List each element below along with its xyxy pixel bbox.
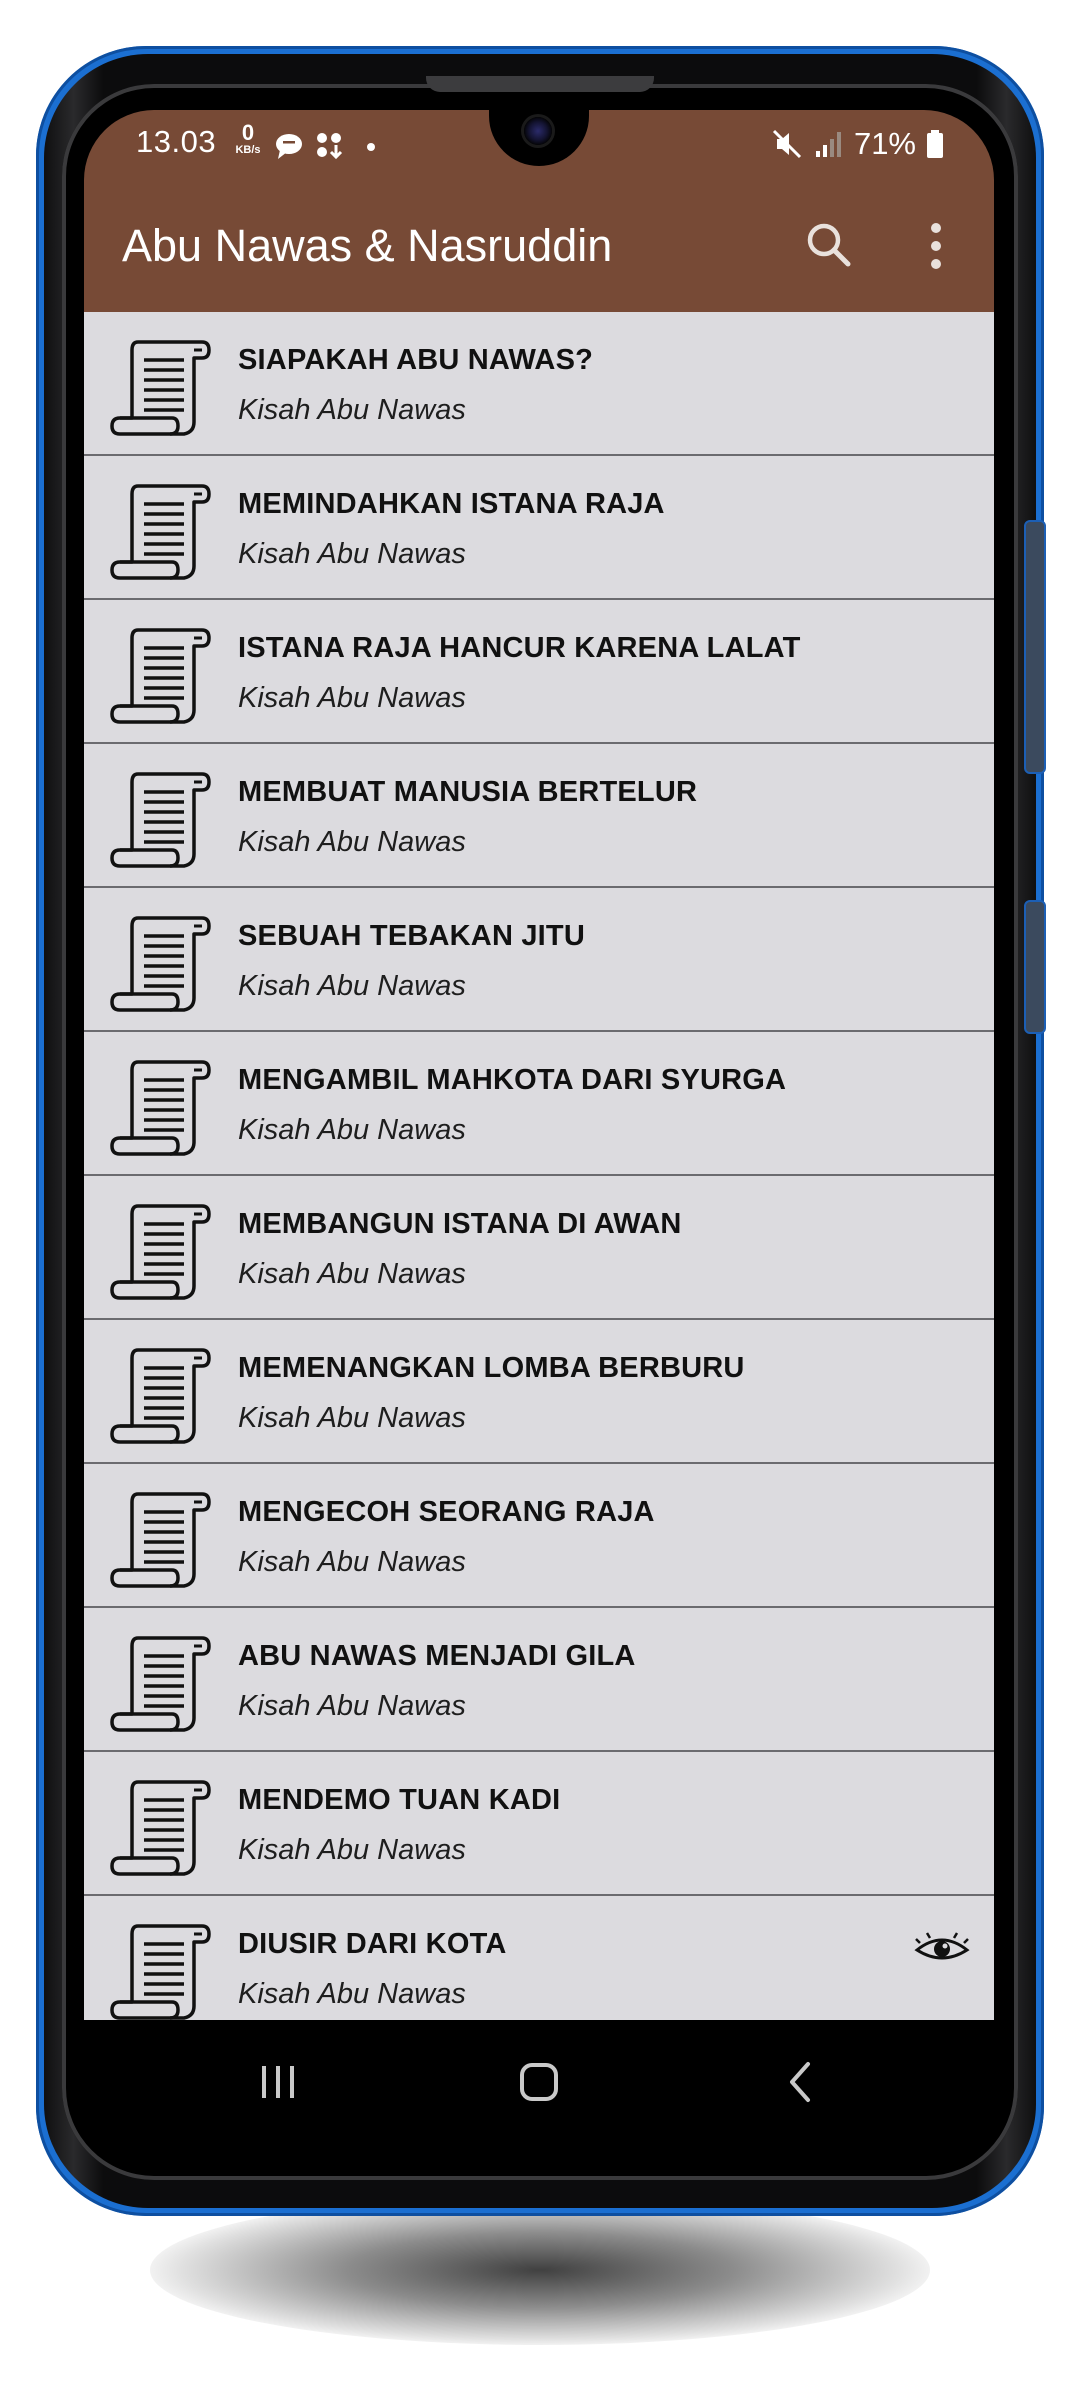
list-item-title: MEMBUAT MANUSIA BERTELUR [238,776,698,808]
scroll-document-icon [108,1776,212,1880]
list-item-subtitle: Kisah Abu Nawas [238,538,466,570]
front-camera [524,117,552,145]
phone-shadow [150,2195,930,2345]
recent-apps-icon [248,2058,308,2106]
scroll-document-icon [108,1344,212,1448]
status-bar [84,110,994,176]
list-item[interactable] [84,1032,994,1176]
scroll-document-icon [108,1488,212,1592]
back-button[interactable] [770,2058,830,2106]
status-time: 13.03 [136,124,217,159]
list-item[interactable] [84,1608,994,1752]
list-item[interactable] [84,744,994,888]
net-speed-value: 0 [241,120,255,145]
battery-icon [926,129,944,159]
scroll-document-icon [108,768,212,872]
mute-icon [770,127,804,161]
scroll-document-icon [108,1632,212,1736]
list-item[interactable] [84,1176,994,1320]
viewed-eye-icon [914,1932,970,1968]
list-item-title: SEBUAH TEBAKAN JITU [238,920,585,952]
list-item[interactable] [84,1464,994,1608]
list-item-subtitle: Kisah Abu Nawas [238,1690,466,1722]
list-item-title: SIAPAKAH ABU NAWAS? [238,344,594,376]
earpiece-speaker [426,76,654,92]
list-item-subtitle: Kisah Abu Nawas [238,682,466,714]
scroll-document-icon [108,624,212,728]
home-icon [509,2058,569,2106]
list-item-subtitle: Kisah Abu Nawas [238,1834,466,1866]
scroll-document-icon [108,1056,212,1160]
list-item-title: MEMENANGKAN LOMBA BERBURU [238,1352,745,1384]
chat-bubble-icon [274,132,304,160]
scroll-document-icon [108,1200,212,1304]
app-bar [84,110,994,312]
list-item-title: ABU NAWAS MENJADI GILA [238,1640,636,1672]
search-icon [802,218,858,274]
list-item-title: DIUSIR DARI KOTA [238,1928,507,1960]
status-right [770,124,944,164]
app-title: Abu Nawas & Nasruddin [122,220,613,271]
power-button [1024,900,1046,1034]
scroll-document-icon [108,1920,212,2020]
list-item[interactable] [84,600,994,744]
net-speed [230,122,266,156]
list-item-subtitle: Kisah Abu Nawas [238,970,466,1002]
list-item-title: ISTANA RAJA HANCUR KARENA LALAT [238,632,801,664]
list-item[interactable] [84,1320,994,1464]
more-vert-icon [914,218,958,274]
more-options-button[interactable] [914,218,958,274]
list-item-title: MENGECOH SEORANG RAJA [238,1496,655,1528]
list-item[interactable] [84,456,994,600]
list-item-subtitle: Kisah Abu Nawas [238,1546,466,1578]
list-item-title: MENGAMBIL MAHKOTA DARI SYURGA [238,1064,787,1096]
search-button[interactable] [802,218,858,274]
list-item-subtitle: Kisah Abu Nawas [238,394,466,426]
net-speed-unit: KB/s [235,144,261,156]
list-item-subtitle: Kisah Abu Nawas [238,1978,466,2010]
volume-button [1024,520,1046,774]
phone-screen [84,110,994,2130]
navigation-bar [84,2026,994,2130]
home-button[interactable] [509,2058,569,2106]
dot-icon [366,142,376,152]
list-item[interactable] [84,312,994,456]
list-item-title: MEMBANGUN ISTANA DI AWAN [238,1208,682,1240]
scroll-document-icon [108,912,212,1016]
recent-apps-button[interactable] [248,2058,308,2106]
list-item-subtitle: Kisah Abu Nawas [238,826,466,858]
list-item-subtitle: Kisah Abu Nawas [238,1402,466,1434]
list-item[interactable] [84,1896,994,2020]
battery-level: 71% [853,126,916,161]
list-item[interactable] [84,888,994,1032]
list-item-subtitle: Kisah Abu Nawas [238,1258,466,1290]
list-item[interactable] [84,1752,994,1896]
list-item-title: MENDEMO TUAN KADI [238,1784,561,1816]
list-item-title: MEMINDAHKAN ISTANA RAJA [238,488,665,520]
download-grid-icon [314,130,346,162]
scroll-document-icon [108,480,212,584]
story-list [84,312,994,2020]
signal-icon [814,129,844,159]
list-item-subtitle: Kisah Abu Nawas [238,1114,466,1146]
scroll-document-icon [108,336,212,440]
back-icon [770,2058,830,2106]
